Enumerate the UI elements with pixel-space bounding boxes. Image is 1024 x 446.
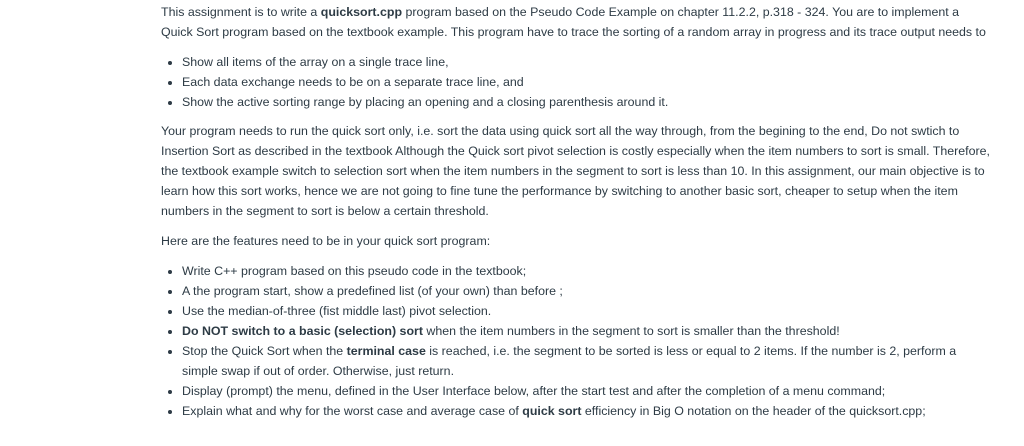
list-item: • A the program start, show a predefined list (of your own) than before ; bbox=[182, 281, 991, 301]
list-item: • Do NOT switch to a basic (selection) sort when the item numbers in the segment to sort is smaller than the threshold! bbox=[182, 321, 991, 341]
trace-requirements-list bbox=[161, 52, 991, 112]
list-item: • Stop the Quick Sort when the terminal case is reached, i.e. the segment to be sorted is less or equal to 2 items. If the number is 2, perform a simple swap if out of order. Otherwise, just return. bbox=[182, 341, 991, 381]
features-heading: Here are the features need to be in your quick sort program: bbox=[161, 234, 491, 248]
list-item: • Show all items of the array on a single trace line, bbox=[182, 52, 991, 72]
assignment-content bbox=[161, 2, 991, 430]
features-list bbox=[161, 261, 991, 421]
instructions-paragraph: Your program needs to run the quick sort only, i.e. sort the data using quick sort all the way through, from the begining to the end, Do not swtich to Insertion Sort as described in the textbook Although the Quick sort pivot selection is costly especially when the item numbers to sort is small. Therefore, the textbook example switch to selection sort when the item numbers in the segment to sort is less than 10. In this assignment, our main objective is to learn how this sort works, hence we are not going to fine tune the performance by switching to another basic sort, cheaper to setup when the item numbers in the segment to sort is below a certain threshold. bbox=[161, 124, 990, 218]
list-item: • Explain what and why for the worst case and average case of quick sort efficiency in Big O notation on the header of the quicksort.cpp; bbox=[182, 401, 991, 421]
filename: quicksort.cpp bbox=[320, 5, 403, 19]
list-item: • Each data exchange needs to be on a separate trace line, and bbox=[182, 72, 991, 92]
list-item: • Write C++ program based on this pseudo code in the textbook; bbox=[182, 261, 991, 281]
intro-paragraph: This assignment is to write a quicksort.cpp program based on the Pseudo Code Example on chapter 11.2.2, p.318 - 324. You are to implement a Quick Sort program based on the textbook example. This program have to trace the sorting of a random array in progress and its trace output needs to bbox=[161, 5, 986, 39]
list-item: • Show the active sorting range by placing an opening and a closing parenthesis around it. bbox=[182, 92, 991, 112]
list-item: • Use the median-of-three (fist middle last) pivot selection. bbox=[182, 301, 991, 321]
list-item: • Display (prompt) the menu, defined in the User Interface below, after the start test and after the completion of a menu command; bbox=[182, 381, 991, 401]
